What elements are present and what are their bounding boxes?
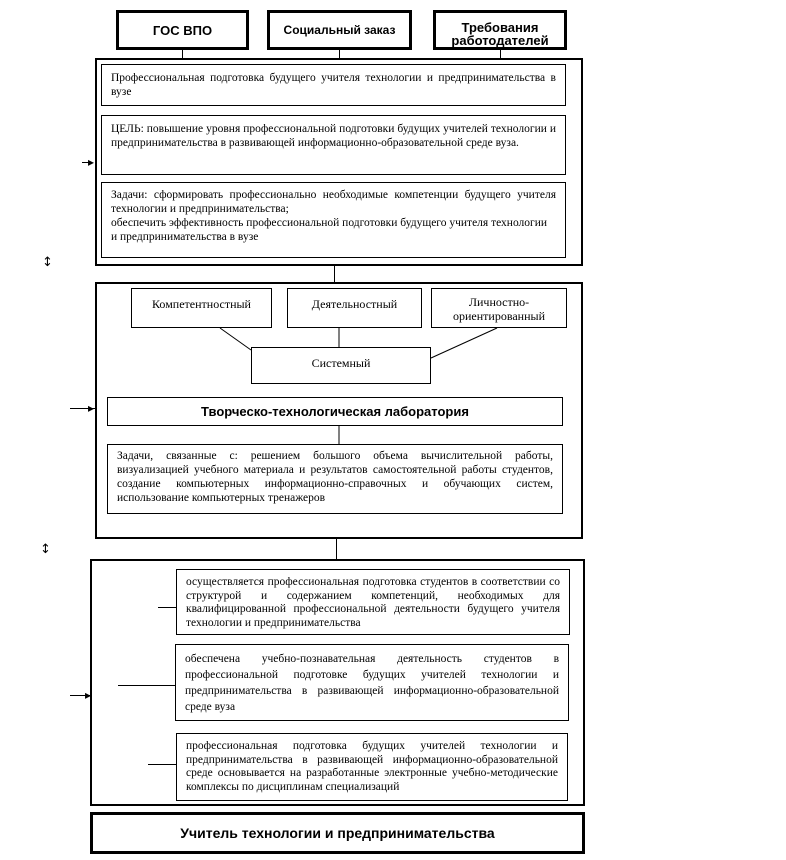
tasks-line-2: обеспечить эффективность профессиональной подготовки будущего учителя технологии и предпринимательства в вузе — [111, 217, 548, 243]
double-arrow-icon: ↕ — [40, 542, 51, 557]
personal-approach-label: Личностно-ориентированный — [453, 295, 545, 323]
arrow-right-icon: ▸ — [85, 688, 92, 702]
competence-approach-box — [131, 288, 272, 328]
teacher-box — [90, 812, 585, 854]
result-2-connector — [118, 685, 175, 686]
result-2-box — [175, 644, 569, 721]
laboratory-box — [107, 397, 563, 426]
gos-vpo-label: ГОС ВПО — [152, 22, 213, 38]
competence-approach-label: Компетентностный — [152, 297, 251, 311]
tasks-line-1: Задачи: сформировать профессионально необходимые компетенции будущего учителя технологии и предпринимательства; — [111, 189, 556, 215]
teacher-label: Учитель технологии и предпринимательства — [180, 824, 495, 841]
result-3-box — [176, 733, 568, 801]
goal-text: ЦЕЛЬ: повышение уровня профессиональной подготовки будущих учителей технологии и предпринимательства в развивающей информационно-образовательной среде вуза. — [111, 123, 556, 149]
lab-tasks-box — [107, 444, 563, 514]
result-1-box — [176, 569, 570, 635]
result-3-text: профессиональная подготовка будущих учителей технологии и предпринимательства в развивающей информационно-образовательной среде основывается на разработанные электронные учебно-методические комплексы по дисциплинам специализаций — [186, 740, 558, 793]
result-2-text: обеспечена учебно-познавательная деятельность студентов в профессиональной подготовке будущих учителей технологии и предпринимательства в развивающей информационно-образовательной среде вуза — [185, 653, 559, 713]
laboratory-label: Творческо-технологическая лаборатория — [201, 404, 469, 419]
employer-requirements-label: Требования работодателей — [451, 20, 549, 48]
activity-approach-label: Деятельностный — [311, 297, 398, 311]
systemic-approach-box — [251, 347, 431, 384]
double-arrow-icon: ↕ — [42, 255, 53, 270]
result-1-text: осуществляется профессиональная подготовка студентов в соответствии со структурой и содержанием компетенций, необходимых для квалифицированной профессиональной деятельности будущего учителя технологии и предпринимательства — [186, 576, 560, 629]
arrow-right-icon: ▸ — [88, 401, 95, 415]
activity-approach-box — [287, 288, 422, 328]
arrow-right-icon: ▸ — [88, 155, 95, 169]
systemic-approach-label: Системный — [311, 356, 371, 370]
result-3-connector — [148, 764, 176, 765]
training-text: Профессиональная подготовка будущего учителя технологии и предпринимательства в вузе — [111, 72, 556, 98]
connector-block2-block3 — [336, 539, 337, 559]
result-1-connector — [158, 607, 176, 608]
social-order-label: Социальный заказ — [283, 22, 396, 37]
personal-approach-box — [431, 288, 567, 328]
lab-tasks-text: Задачи, связанные с: решением большого объема вычислительной работы, визуализацией учебного материала и результатов самостоятельной работы студентов, создание компьютерных информационно-справочных и обучающих систем, использование компьютерных тренажеров — [117, 450, 553, 504]
